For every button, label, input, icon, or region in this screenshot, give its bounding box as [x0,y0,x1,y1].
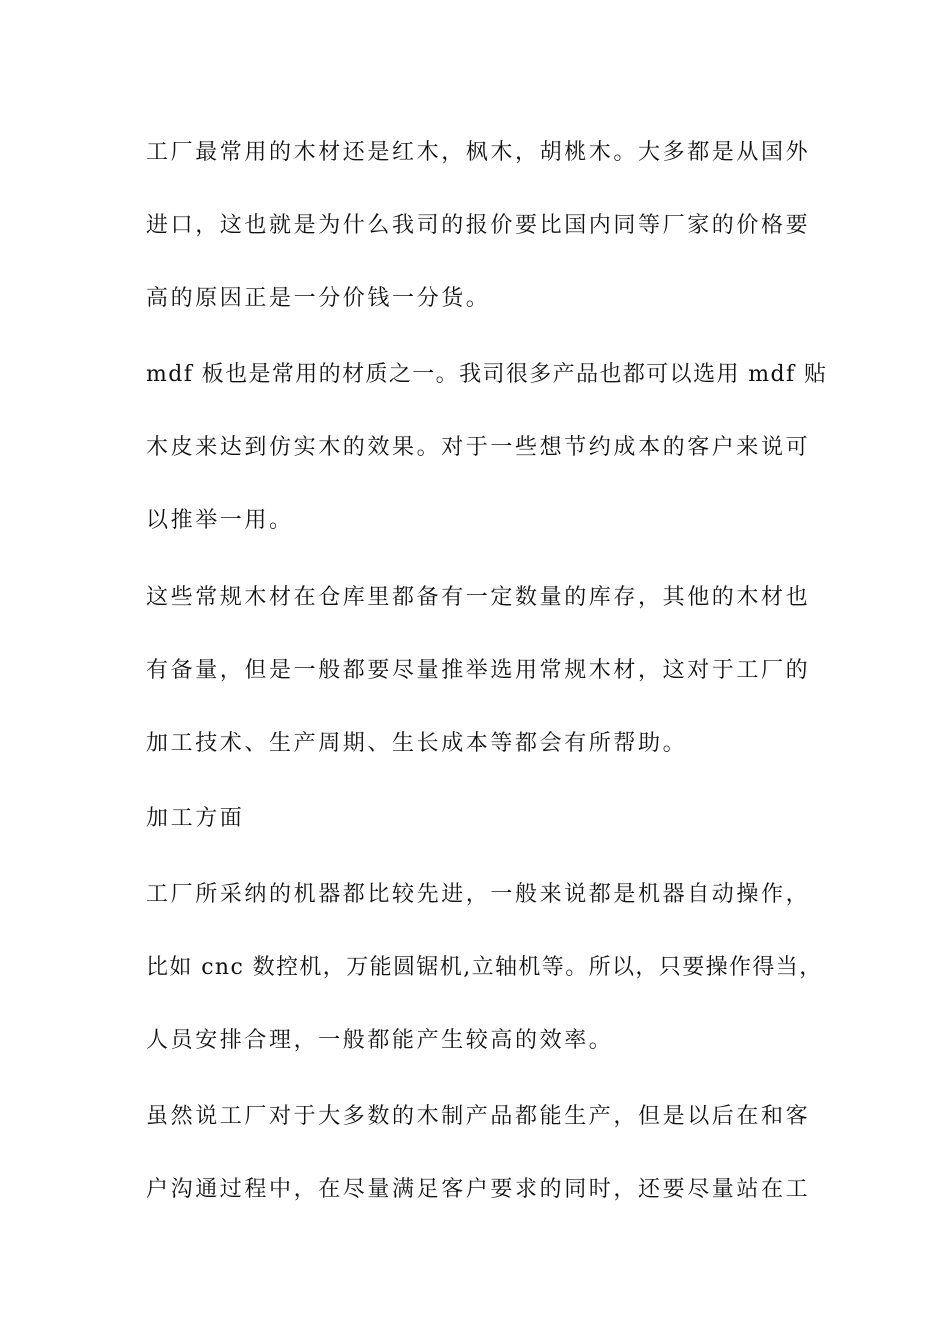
text-line: 木皮来达到仿实木的效果。对于一些想节约成本的客户来说可 [146,435,811,460]
text-line: 户沟通过程中，在尽量满足客户要求的同时，还要尽量站在工 [146,1177,811,1202]
text-line: 有备量，但是一般都要尽量推举选用常规木材，这对于工厂的 [146,658,811,683]
text-line: mdf 板也是常用的材质之一。我司很多产品也都可以选用 mdf 贴 [146,362,828,387]
text-line: 以推举一用。 [146,508,294,533]
text-line: 人员安排合理，一般都能产生较高的效率。 [146,1028,614,1053]
text-line: 这些常规木材在仓库里都备有一定数量的库存，其他的木材也 [146,585,811,610]
text-line: 工厂所采纳的机器都比较先进，一般来说都是机器自动操作， [146,882,811,907]
section-heading: 加工方面 [146,806,245,831]
text-line: 加工技术、生产周期、生长成本等都会有所帮助。 [146,731,688,756]
text-line: 进口，这也就是为什么我司的报价要比国内同等厂家的价格要 [146,213,811,238]
text-line: 工厂最常用的木材还是红木，枫木，胡桃木。大多都是从国外 [146,140,811,165]
text-line: 高的原因正是一分价钱一分货。 [146,286,491,311]
text-line: 比如 cnc 数控机，万能圆锯机,立轴机等。所以，只要操作得当， [146,955,823,980]
text-line: 虽然说工厂对于大多数的木制产品都能生产，但是以后在和客 [146,1104,811,1129]
